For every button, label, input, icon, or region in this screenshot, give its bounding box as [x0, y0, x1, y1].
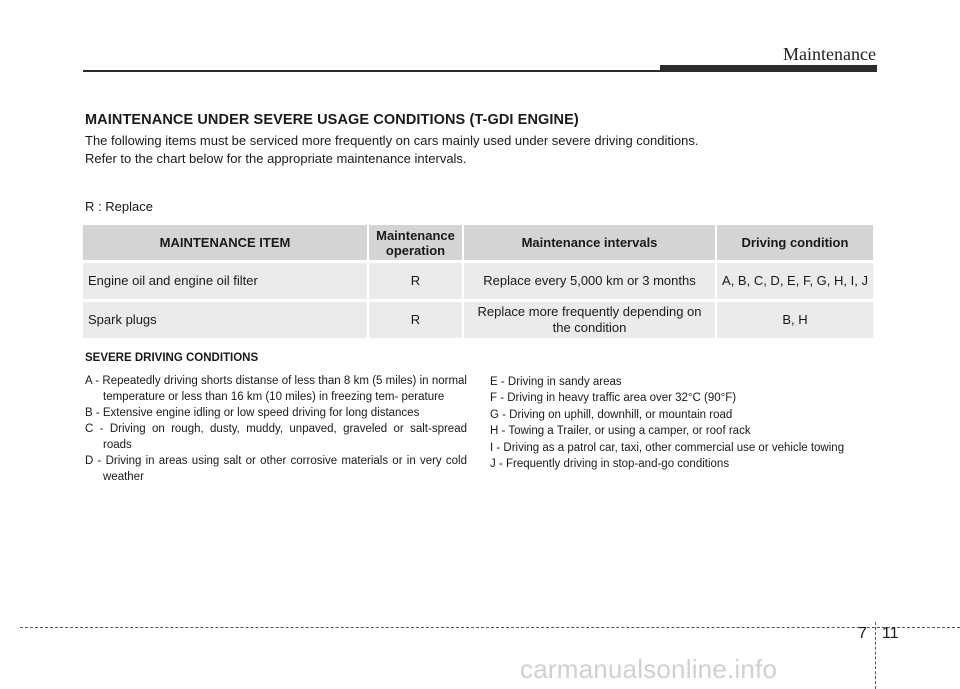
intro-text: [85, 132, 698, 168]
table-row: [83, 262, 873, 301]
section-title: Maintenance: [783, 44, 876, 64]
condition-item: C - Driving on rough, dusty, muddy, unpaved, graveled or salt-spread roads: [85, 423, 467, 451]
legend-text: R : Replace: [85, 199, 153, 214]
cell-condition: B, H: [716, 301, 873, 339]
conditions-title: SEVERE DRIVING CONDITIONS: [85, 352, 259, 364]
cell-interval: Replace more frequently depending on the condition: [463, 301, 716, 339]
header-interval: Maintenance intervals: [463, 225, 716, 262]
header-rule: [83, 70, 660, 72]
cell-operation: R: [368, 262, 463, 301]
header-item: MAINTENANCE ITEM: [83, 225, 368, 262]
table-header-row: [83, 225, 873, 262]
table-row: [83, 301, 873, 339]
condition-item: B - Extensive engine idling or low speed driving for long distances: [85, 407, 420, 419]
maintenance-table: [83, 225, 873, 338]
cell-condition: A, B, C, D, E, F, G, H, I, J: [716, 262, 873, 301]
footer-divider: [20, 627, 960, 628]
intro-line: Refer to the chart below for the appropriate maintenance intervals.: [85, 151, 467, 166]
condition-item: G - Driving on uphill, downhill, or mountain road: [490, 408, 733, 421]
condition-item: I - Driving as a patrol car, taxi, other commercial use or vehicle towing: [490, 441, 845, 454]
condition-item: E - Driving in sandy areas: [490, 376, 622, 388]
cell-operation: R: [368, 301, 463, 339]
cell-interval: Replace every 5,000 km or 3 months: [463, 262, 716, 301]
condition-item: J - Frequently driving in stop-and-go conditions: [490, 458, 730, 471]
intro-line: The following items must be serviced more frequently on cars mainly used under severe driving conditions.: [85, 133, 699, 148]
watermark: carmanualsonline.info: [520, 654, 778, 684]
condition-item: F - Driving in heavy traffic area over 32°C (90°F): [490, 392, 737, 405]
conditions-list-left: [85, 373, 467, 485]
page-number-divider: [875, 622, 876, 689]
chapter-number: 7: [858, 625, 867, 642]
conditions-list-right: [490, 374, 880, 472]
header-operation: Maintenance operation: [368, 225, 463, 262]
condition-item: D - Driving in areas using salt or other corrosive materials or in very cold weather: [85, 455, 467, 483]
header-rule-bold: [660, 65, 877, 72]
header-condition: Driving condition: [716, 225, 873, 262]
condition-item: H - Towing a Trailer, or using a camper, or roof rack: [490, 425, 751, 438]
page-number: 11: [882, 625, 899, 642]
cell-item: Engine oil and engine oil filter: [83, 262, 368, 301]
page-heading: MAINTENANCE UNDER SEVERE USAGE CONDITIONS (T-GDI ENGINE): [85, 112, 579, 128]
condition-item: A - Repeatedly driving shorts distanse of less than 8 km (5 miles) in normal temperature or less than 16 km (10 miles) in freezing tem- perature: [85, 375, 467, 403]
cell-item: Spark plugs: [83, 301, 368, 339]
